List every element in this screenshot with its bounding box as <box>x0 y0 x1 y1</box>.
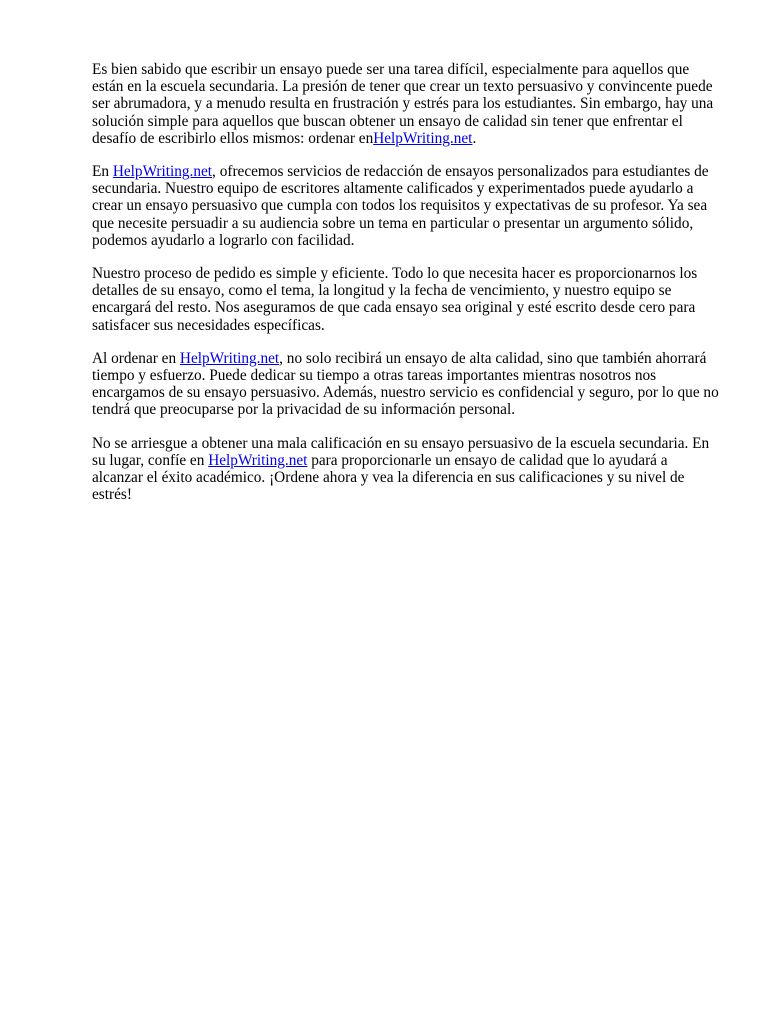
document-body <box>92 61 722 519</box>
paragraph-2 <box>92 163 722 249</box>
paragraph-4 <box>92 350 722 419</box>
helpwriting-link[interactable]: HelpWriting.net <box>112 163 213 181</box>
paragraph-5 <box>92 435 722 504</box>
helpwriting-link[interactable]: HelpWriting.net <box>208 451 308 469</box>
paragraph-2-text-after: , ofrecemos servicios de redacción de ensayos personalizados para estudiantes de secundaria. Nuestro equipo de escritores altamente calificados y experimentados puede ayudarlo a crear un ensayo persuasivo que cumpla con todos los requisitos y expectativas de su profesor. Ya sea que necesite persuadir a su audiencia sobre un tema en particular o presentar un argumento sólido, podemos ayudarlo a lograrlo con facilidad. <box>92 163 709 249</box>
paragraph-1 <box>92 61 722 147</box>
paragraph-1-text-before: Es bien sabido que escribir un ensayo puede ser una tarea difícil, especialmente para aquellos que están en la escuela secundaria. La presión de tener que crear un texto persuasivo y convincente puede ser abrumadora, y a menudo resulta en frustración y estrés para los estudiantes. Sin embargo, hay una solución simple para aquellos que buscan obtener un ensayo de calidad sin tener que enfrentar el desafío de escribirlo ellos mismos: ordenar en <box>92 61 714 147</box>
helpwriting-link[interactable]: HelpWriting.net <box>179 349 280 367</box>
helpwriting-link[interactable]: HelpWriting.net <box>373 129 473 147</box>
paragraph-4-text-before: Al ordenar en <box>92 349 180 367</box>
paragraph-2-text-before: En <box>92 163 113 181</box>
paragraph-5-text-before: No se arriesgue a obtener una mala calificación en su ensayo persuasivo de la escuela secundaria. En su lugar, confíe en <box>92 434 710 469</box>
paragraph-5-text-after: para proporcionarle un ensayo de calidad que lo ayudará a alcanzar el éxito académico. ¡Ordene ahora y vea la diferencia en sus calificaciones y su nivel de estrés! <box>92 451 685 504</box>
paragraph-4-text-after: , no solo recibirá un ensayo de alta calidad, sino que también ahorrará tiempo y esfuerzo. Puede dedicar su tiempo a otras tareas importantes mientras nosotros nos encargamos de su ensayo persuasivo. Además, nuestro servicio es confidencial y seguro, por lo que no tendrá que preocuparse por la privacidad de su información personal. <box>92 349 719 419</box>
paragraph-1-text-after: . <box>472 129 477 147</box>
paragraph-3: Nuestro proceso de pedido es simple y eficiente. Todo lo que necesita hacer es proporcionarnos los detalles de su ensayo, como el tema, la longitud y la fecha de vencimiento, y nuestro equipo se encargará del resto. Nos aseguramos de que cada ensayo sea original y esté escrito desde cero para satisfacer sus necesidades específicas. <box>92 265 698 334</box>
